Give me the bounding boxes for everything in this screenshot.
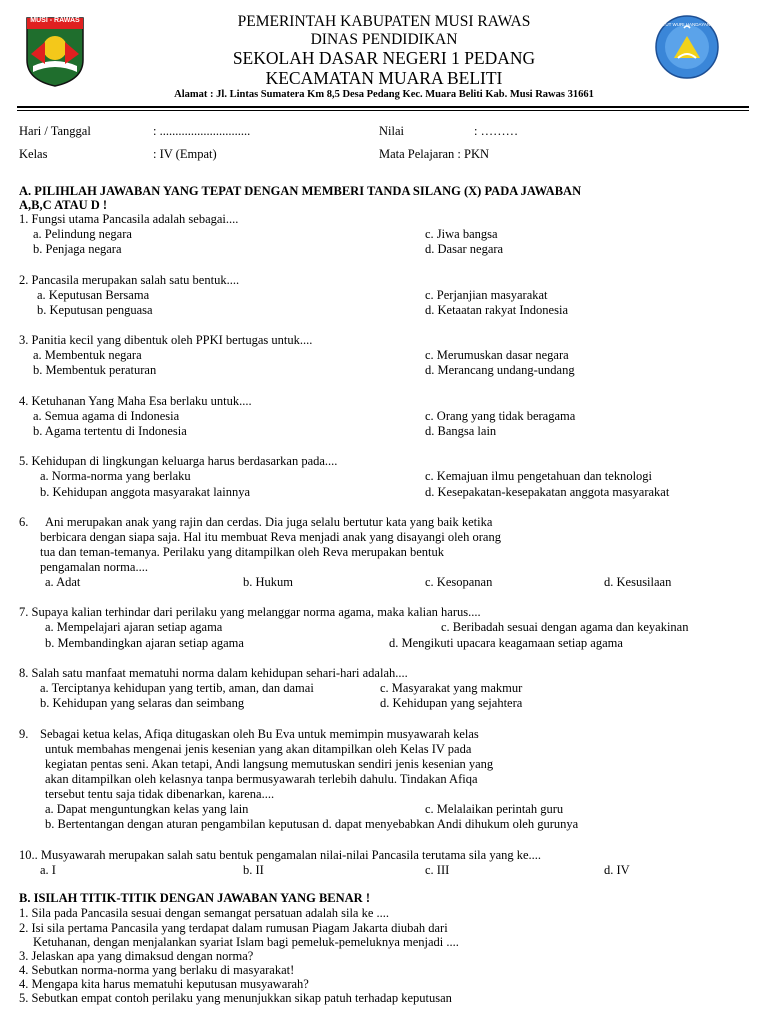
score-field[interactable]: : ……… bbox=[474, 124, 519, 138]
q5-option-d[interactable]: d. Kesepakatan-kesepakatan anggota masyarakat bbox=[425, 485, 670, 499]
question-6-line: berbicara dengan siapa saja. Hal itu membuat Reva menjadi anak yang disayangi oleh orang bbox=[40, 530, 501, 544]
q9-option-c[interactable]: c. Melalaikan perintah guru bbox=[425, 802, 564, 816]
q2-option-b[interactable]: b. Keputusan penguasa bbox=[37, 303, 153, 317]
q2-option-d[interactable]: d. Ketaatan rakyat Indonesia bbox=[425, 303, 568, 317]
q7-option-c[interactable]: c. Beribadah sesuai dengan agama dan keyakinan bbox=[441, 620, 689, 634]
q3-option-d[interactable]: d. Merancang undang-undang bbox=[425, 363, 575, 377]
q5-option-a[interactable]: a. Norma-norma yang berlaku bbox=[40, 469, 191, 483]
q9-option-b-d[interactable]: b. Bertentangan dengan aturan pengambilan keputusan d. dapat menyebabkan Andi dihukum oleh gurunya bbox=[45, 817, 579, 831]
essay-item-cont: Ketuhanan, dengan menjalankan syariat Islam bagi pemeluk-pemeluknya menjadi .... bbox=[33, 935, 459, 949]
header-department: DINAS PENDIDIKAN bbox=[310, 31, 458, 48]
header-school: SEKOLAH DASAR NEGERI 1 PEDANG bbox=[232, 48, 536, 68]
q6-option-b[interactable]: b. Hukum bbox=[243, 575, 293, 589]
question-5: 5. Kehidupan di lingkungan keluarga harus berdasarkan pada.... bbox=[19, 454, 338, 468]
regency-logo-text: MUSI - RAWAS bbox=[30, 17, 80, 24]
q6-option-d[interactable]: d. Kesusilaan bbox=[604, 575, 672, 589]
question-7: 7. Supaya kalian terhindar dari perilaku yang melanggar norma agama, maka kalian harus.... bbox=[19, 605, 481, 619]
question-6-line: pengamalan norma.... bbox=[40, 560, 148, 574]
header-address: Alamat : Jl. Lintas Sumatera Km 8,5 Desa Pedang Kec. Muara Beliti Kab. Musi Rawas 31661 bbox=[174, 89, 594, 100]
question-6-line: Ani merupakan anak yang rajin dan cerdas. Dia juga selalu bertutur kata yang baik ketika bbox=[45, 515, 493, 529]
question-9-line: Sebagai ketua kelas, Afiqa ditugaskan oleh Bu Eva untuk memimpin musyawarah kelas bbox=[40, 727, 479, 741]
question-2: 2. Pancasila merupakan salah satu bentuk.... bbox=[19, 273, 240, 287]
q3-option-a[interactable]: a. Membentuk negara bbox=[33, 348, 142, 362]
q8-option-b[interactable]: b. Kehidupan yang selaras dan seimbang bbox=[40, 696, 245, 710]
q1-option-a[interactable]: a. Pelindung negara bbox=[33, 227, 132, 241]
q2-option-c[interactable]: c. Perjanjian masyarakat bbox=[425, 288, 548, 302]
q4-option-a[interactable]: a. Semua agama di Indonesia bbox=[33, 409, 180, 423]
q1-option-d[interactable]: d. Dasar negara bbox=[425, 242, 504, 256]
q1-option-b[interactable]: b. Penjaga negara bbox=[33, 242, 122, 256]
question-1: 1. Fungsi utama Pancasila adalah sebagai.... bbox=[19, 212, 239, 226]
essay-item: 4. Sebutkan norma-norma yang berlaku di masyarakat! bbox=[19, 963, 295, 977]
q6-option-a[interactable]: a. Adat bbox=[45, 575, 81, 589]
essay-item: 1. Sila pada Pancasila sesuai dengan semangat persatuan adalah sila ke .... bbox=[19, 906, 390, 920]
question-9-line: akan ditampilkan oleh kelasnya tanpa bermusyawarah terlebih dahulu. Tindakan Afiqa bbox=[45, 772, 478, 786]
class-value: : IV (Empat) bbox=[153, 147, 217, 161]
tut-wuri-logo-text: TUT WURI HANDAYANI bbox=[662, 22, 712, 27]
q4-option-c[interactable]: c. Orang yang tidak beragama bbox=[425, 409, 576, 423]
question-4: 4. Ketuhanan Yang Maha Esa berlaku untuk.... bbox=[19, 394, 252, 408]
day-label: Hari / Tanggal bbox=[19, 124, 91, 138]
essay-item: 5. Sebutkan empat contoh perilaku yang menunjukkan sikap patuh terhadap keputusan bbox=[19, 991, 452, 1005]
essay-item: 3. Jelaskan apa yang dimaksud dengan norma? bbox=[19, 949, 254, 963]
q3-option-c[interactable]: c. Merumuskan dasar negara bbox=[425, 348, 569, 362]
q4-option-b[interactable]: b. Agama tertentu di Indonesia bbox=[33, 424, 187, 438]
q4-option-d[interactable]: d. Bangsa lain bbox=[425, 424, 497, 438]
header-government: PEMERINTAH KABUPATEN MUSI RAWAS bbox=[237, 13, 531, 30]
score-label: Nilai bbox=[379, 124, 404, 138]
q7-option-b[interactable]: b. Membandingkan ajaran setiap agama bbox=[45, 636, 244, 650]
q1-option-c[interactable]: c. Jiwa bangsa bbox=[425, 227, 498, 241]
question-3: 3. Panitia kecil yang dibentuk oleh PPKI bertugas untuk.... bbox=[19, 333, 313, 347]
q9-option-a[interactable]: a. Dapat menguntungkan kelas yang lain bbox=[45, 802, 249, 816]
q5-option-b[interactable]: b. Kehidupan anggota masyarakat lainnya bbox=[40, 485, 250, 499]
header-rule-thin bbox=[17, 110, 749, 111]
question-9-line: untuk membahas mengenai jenis kesenian yang akan ditampilkan oleh Kelas IV pada bbox=[45, 742, 472, 756]
q10-option-b[interactable]: b. II bbox=[243, 863, 264, 877]
q8-option-c[interactable]: c. Masyarakat yang makmur bbox=[380, 681, 523, 695]
question-9-line: kegiatan pentas seni. Akan tetapi, Andi langsung memutuskan sendiri jenis kesenian yang bbox=[45, 757, 494, 771]
essay-item: 4. Mengapa kita harus mematuhi keputusan musyawarah? bbox=[19, 977, 309, 991]
class-label: Kelas bbox=[19, 147, 48, 161]
q6-option-c[interactable]: c. Kesopanan bbox=[425, 575, 493, 589]
q8-option-a[interactable]: a. Terciptanya kehidupan yang tertib, aman, dan damai bbox=[40, 681, 314, 695]
subject-label: Mata Pelajaran : PKN bbox=[379, 147, 490, 161]
q10-option-d[interactable]: d. IV bbox=[604, 863, 630, 877]
question-9-line: tersebut tentu saja tidak dibenarkan, karena.... bbox=[45, 787, 275, 801]
header-rule-thick bbox=[17, 106, 749, 108]
day-field[interactable]: : ............................. bbox=[153, 124, 251, 138]
section-a-title-cont: A,B,C ATAU D ! bbox=[19, 198, 108, 212]
q2-option-a[interactable]: a. Keputusan Bersama bbox=[37, 288, 150, 302]
q10-option-c[interactable]: c. III bbox=[425, 863, 450, 877]
q8-option-d[interactable]: d. Kehidupan yang sejahtera bbox=[380, 696, 523, 710]
q7-option-d[interactable]: d. Mengikuti upacara keagamaan setiap agama bbox=[389, 636, 623, 650]
header-district: KECAMATAN MUARA BELITI bbox=[265, 68, 503, 88]
q3-option-b[interactable]: b. Membentuk peraturan bbox=[33, 363, 157, 377]
section-a-title: A. PILIHLAH JAWABAN YANG TEPAT DENGAN MEMBERI TANDA SILANG (X) PADA JAWABAN bbox=[19, 184, 582, 198]
q10-option-a[interactable]: a. I bbox=[40, 863, 56, 877]
q5-option-c[interactable]: c. Kemajuan ilmu pengetahuan dan teknologi bbox=[425, 469, 653, 483]
section-b-title: B. ISILAH TITIK-TITIK DENGAN JAWABAN YANG BENAR ! bbox=[19, 891, 371, 905]
question-6-number: 6. bbox=[19, 515, 29, 529]
question-8: 8. Salah satu manfaat mematuhi norma dalam kehidupan sehari-hari adalah.... bbox=[19, 666, 408, 680]
question-9-number: 9. bbox=[19, 727, 29, 741]
q7-option-a[interactable]: a. Mempelajari ajaran setiap agama bbox=[45, 620, 223, 634]
essay-item: 2. Isi sila pertama Pancasila yang terdapat dalam rumusan Piagam Jakarta diubah dari bbox=[19, 921, 448, 935]
question-6-line: tua dan teman-temanya. Perilaku yang ditampilkan oleh Reva merupakan bentuk bbox=[40, 545, 445, 559]
question-10: 10.. Musyawarah merupakan salah satu bentuk pengamalan nilai-nilai Pancasila terutama sila yang ke.... bbox=[19, 848, 542, 862]
